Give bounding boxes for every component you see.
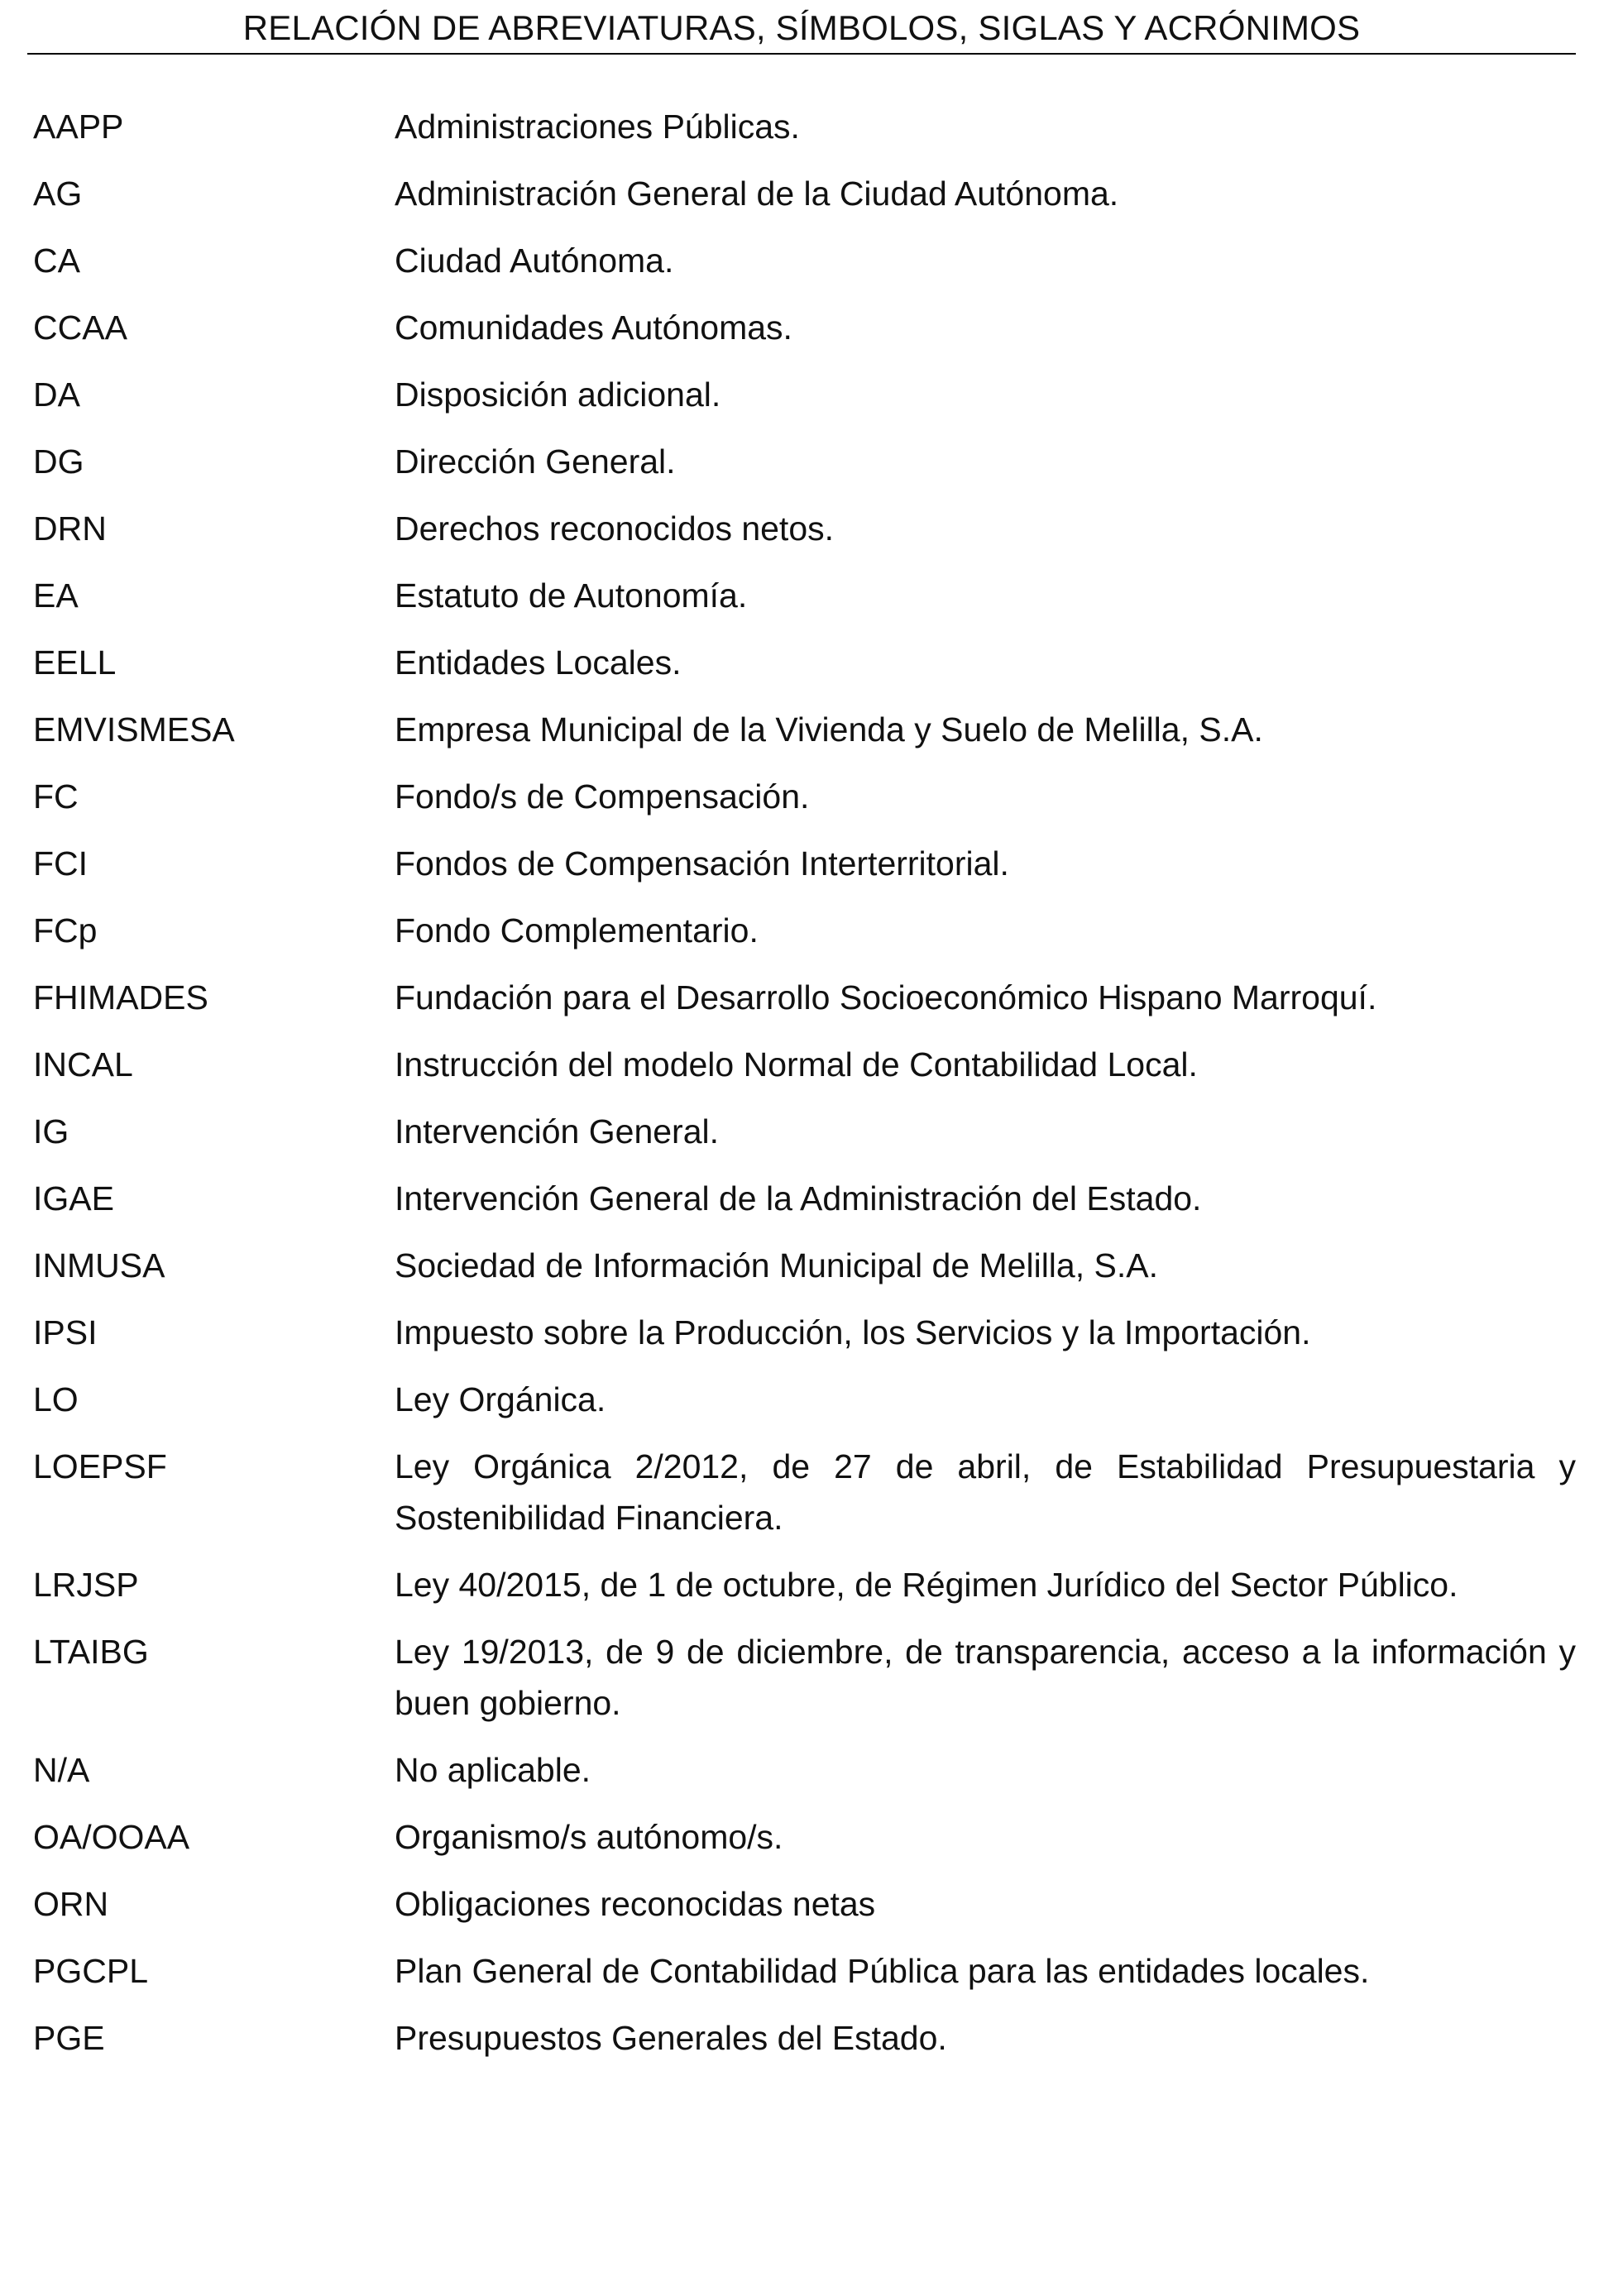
abbreviation-meaning: Fondo Complementario. bbox=[395, 911, 759, 949]
abbreviation-meaning: Entidades Locales. bbox=[395, 643, 682, 682]
abbreviation-meaning: Comunidades Autónomas. bbox=[395, 309, 792, 347]
abbreviation-term: IPSI bbox=[33, 1313, 98, 1351]
abbreviation-term: FHIMADES bbox=[33, 978, 208, 1016]
abbreviation-term: FCp bbox=[33, 911, 98, 949]
abbreviation-meaning: Fondos de Compensación Interterritorial. bbox=[395, 844, 1009, 883]
abbreviation-term: IGAE bbox=[33, 1179, 114, 1217]
page-header bbox=[27, 0, 1576, 55]
abbreviation-list bbox=[33, 101, 1576, 2079]
abbreviation-term: CA bbox=[33, 242, 80, 280]
abbreviation-row bbox=[33, 704, 1576, 755]
abbreviation-row bbox=[33, 1878, 1576, 1930]
abbreviation-meaning: Fondo/s de Compensación. bbox=[395, 777, 810, 816]
abbreviation-row bbox=[33, 1559, 1576, 1610]
abbreviation-term: DRN bbox=[33, 509, 107, 548]
abbreviation-meaning: Intervención General. bbox=[395, 1112, 720, 1150]
abbreviation-meaning: Derechos reconocidos netos. bbox=[395, 509, 835, 548]
abbreviation-row bbox=[33, 838, 1576, 889]
abbreviation-term: EMVISMESA bbox=[33, 710, 235, 749]
abbreviation-meaning: Ley Orgánica. bbox=[395, 1380, 606, 1418]
abbreviation-meaning: Obligaciones reconocidas netas bbox=[395, 1885, 876, 1923]
abbreviation-meaning: Ley 19/2013, de 9 de diciembre, de transparencia, acceso a la información y buen gobierno. bbox=[395, 1633, 1576, 1722]
abbreviation-term: N/A bbox=[33, 1751, 90, 1789]
abbreviation-row bbox=[33, 2012, 1576, 2064]
abbreviation-meaning: Empresa Municipal de la Vivienda y Suelo de Melilla, S.A. bbox=[395, 710, 1263, 749]
abbreviation-row bbox=[33, 1744, 1576, 1796]
abbreviation-meaning: Dirección General. bbox=[395, 442, 676, 481]
abbreviation-term: PGCPL bbox=[33, 1952, 148, 1990]
abbreviation-meaning: Ley 40/2015, de 1 de octubre, de Régimen Jurídico del Sector Público. bbox=[395, 1566, 1458, 1604]
abbreviation-meaning: Impuesto sobre la Producción, los Servicios y la Importación. bbox=[395, 1313, 1311, 1351]
abbreviation-term: IG bbox=[33, 1112, 69, 1150]
abbreviation-row bbox=[33, 1039, 1576, 1090]
abbreviation-row bbox=[33, 972, 1576, 1023]
abbreviation-meaning: Ley Orgánica 2/2012, de 27 de abril, de Estabilidad Presupuestaria y Sostenibilidad Financiera. bbox=[395, 1447, 1576, 1537]
abbreviation-term: LO bbox=[33, 1380, 79, 1418]
abbreviation-term: AAPP bbox=[33, 108, 124, 146]
abbreviation-meaning: No aplicable. bbox=[395, 1751, 591, 1789]
abbreviation-row bbox=[33, 1106, 1576, 1157]
abbreviation-meaning: Fundación para el Desarrollo Socioeconómico Hispano Marroquí. bbox=[395, 978, 1377, 1016]
abbreviation-row bbox=[33, 637, 1576, 688]
abbreviation-meaning: Organismo/s autónomo/s. bbox=[395, 1818, 783, 1856]
abbreviation-meaning: Administración General de la Ciudad Autónoma. bbox=[395, 175, 1119, 213]
abbreviation-meaning: Administraciones Públicas. bbox=[395, 108, 800, 146]
abbreviation-term: FCI bbox=[33, 844, 89, 883]
abbreviation-term: AG bbox=[33, 175, 83, 213]
abbreviation-row bbox=[33, 1307, 1576, 1358]
abbreviation-row bbox=[33, 1441, 1576, 1543]
abbreviation-row bbox=[33, 1240, 1576, 1291]
abbreviation-row bbox=[33, 436, 1576, 487]
abbreviation-row bbox=[33, 1173, 1576, 1224]
abbreviation-meaning: Plan General de Contabilidad Pública para las entidades locales. bbox=[395, 1952, 1370, 1990]
abbreviation-term: OA/OOAA bbox=[33, 1818, 190, 1856]
abbreviation-meaning: Ciudad Autónoma. bbox=[395, 242, 674, 280]
abbreviation-term: INMUSA bbox=[33, 1246, 165, 1284]
abbreviation-row bbox=[33, 101, 1576, 152]
abbreviation-row bbox=[33, 369, 1576, 420]
abbreviation-term: ORN bbox=[33, 1885, 109, 1923]
abbreviation-meaning: Presupuestos Generales del Estado. bbox=[395, 2019, 947, 2057]
abbreviation-term: LOEPSF bbox=[33, 1447, 167, 1485]
abbreviation-term: LTAIBG bbox=[33, 1633, 149, 1671]
abbreviation-meaning: Estatuto de Autonomía. bbox=[395, 576, 748, 615]
abbreviation-meaning: Instrucción del modelo Normal de Contabilidad Local. bbox=[395, 1045, 1198, 1083]
abbreviation-row bbox=[33, 1374, 1576, 1425]
abbreviation-row bbox=[33, 1626, 1576, 1729]
abbreviation-term: LRJSP bbox=[33, 1566, 139, 1604]
abbreviation-row bbox=[33, 1945, 1576, 1997]
abbreviation-term: EELL bbox=[33, 643, 117, 682]
abbreviation-meaning: Sociedad de Información Municipal de Melilla, S.A. bbox=[395, 1246, 1158, 1284]
abbreviation-term: DA bbox=[33, 375, 80, 414]
abbreviation-term: FC bbox=[33, 777, 79, 816]
abbreviation-row bbox=[33, 503, 1576, 554]
abbreviation-row bbox=[33, 1811, 1576, 1863]
abbreviation-meaning: Disposición adicional. bbox=[395, 375, 721, 414]
abbreviation-row bbox=[33, 905, 1576, 956]
abbreviation-row bbox=[33, 570, 1576, 621]
abbreviation-row bbox=[33, 302, 1576, 353]
abbreviation-meaning: Intervención General de la Administración del Estado. bbox=[395, 1179, 1202, 1217]
page-title: RELACIÓN DE ABREVIATURAS, SÍMBOLOS, SIGLAS Y ACRÓNIMOS bbox=[242, 8, 1361, 47]
abbreviation-row bbox=[33, 771, 1576, 822]
abbreviation-term: PGE bbox=[33, 2019, 105, 2057]
abbreviation-term: EA bbox=[33, 576, 79, 615]
abbreviation-term: DG bbox=[33, 442, 84, 481]
abbreviation-row bbox=[33, 235, 1576, 286]
abbreviation-term: CCAA bbox=[33, 309, 127, 347]
abbreviation-term: INCAL bbox=[33, 1045, 133, 1083]
abbreviation-row bbox=[33, 168, 1576, 219]
